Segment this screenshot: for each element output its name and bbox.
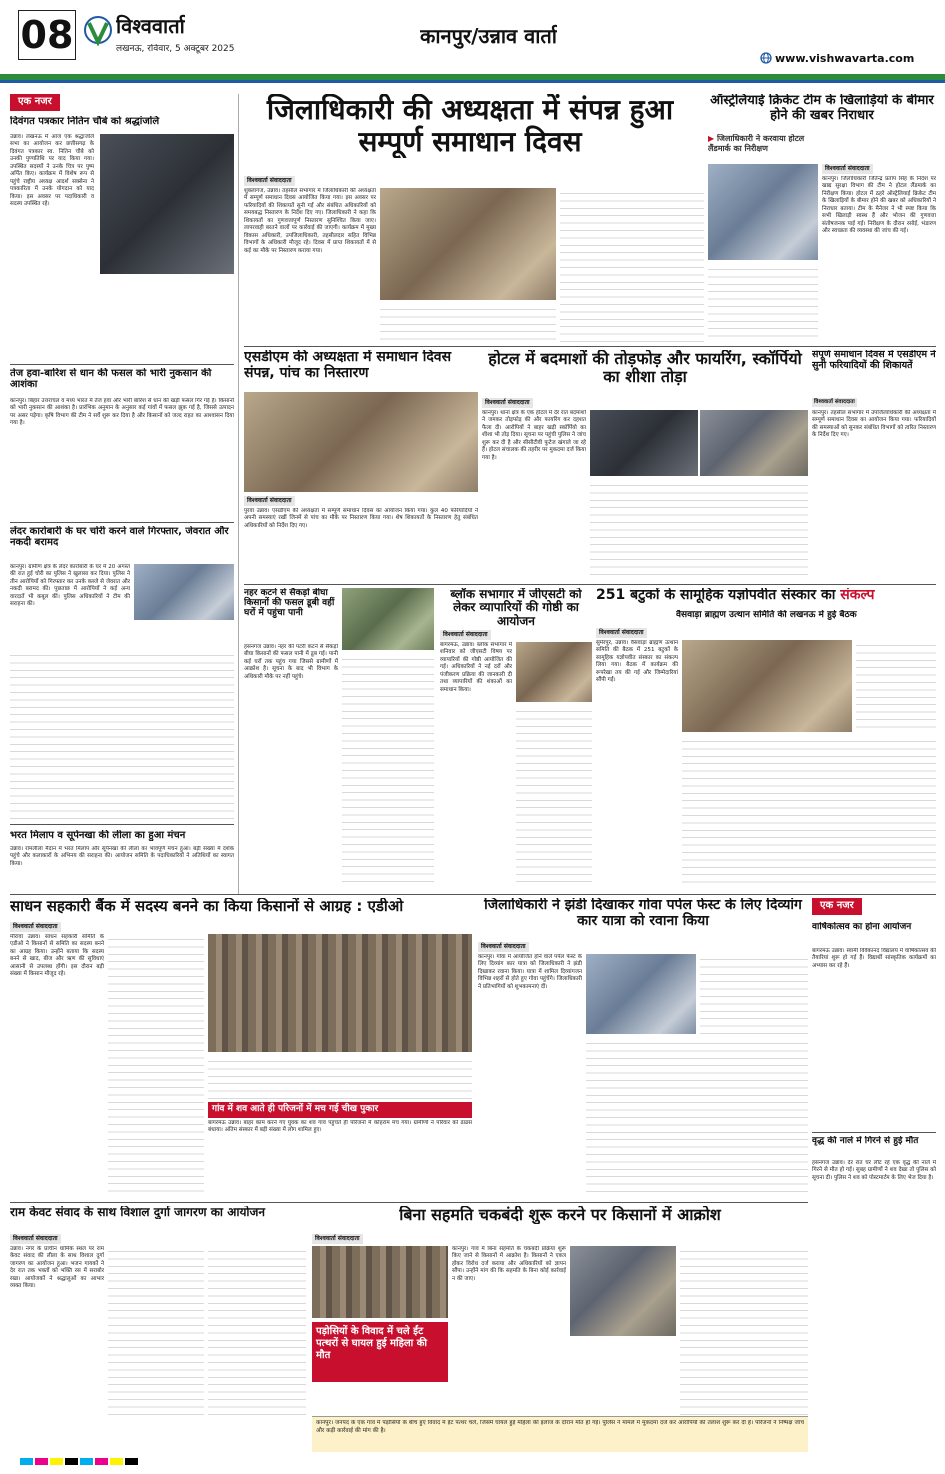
lead-headline: जिलाधिकारी की अध्यक्षता में संपन्न हुआ सम्पूर्ण समाधान दिवस: [266, 94, 674, 159]
yagyopavit-headline-text: 251 बटुकों के सामूहिक यज्ञोपवीत संस्कार का: [596, 588, 841, 603]
globe-icon: [760, 52, 772, 64]
yagyopavit-names: [856, 640, 936, 732]
divyang-text: कानपुर। गोवा में आयोजित होने वाले पर्पल फेस्ट के लिए दिव्यांग कार यात्रा को जिलाधिकारी ने झंडी दिखाकर रवाना किया। यात्रा में शामिल दिव्यांगजन विभिन्न शहरों से होते हुए गोवा पहुंचेंगे। जिलाधिकारी ने प्रतिभागियों को शुभकामनाएं दीं।: [478, 954, 582, 990]
bottom-strip: [312, 1416, 808, 1452]
yagyopavit-photo: [682, 640, 852, 732]
theft-text-cont: [10, 650, 234, 820]
bank-headline: साधन सहकारी बैंक में सदस्य बनने का किया किसानों से आग्रह : एडीओ: [10, 898, 404, 915]
brand-logo-icon: [84, 14, 112, 46]
sdm-byline: विश्ववार्ता संवाददाता: [244, 496, 295, 506]
hotel-byline: विश्ववार्ता संवाददाता: [482, 398, 533, 408]
lead-text-col3: [560, 188, 704, 344]
left-column: [10, 94, 234, 894]
varshikotsav-text: बांगरमऊ उन्नाव। स्वामी विवेकानंद विद्यालय में वार्षिकोत्सव की तैयारियां शुरू हो गई हैं। विद्यार्थी सांस्कृतिक कार्यक्रमों का अभ्यास कर रहे हैं।: [812, 948, 936, 969]
ek-nazar-tag: एक नजर: [10, 94, 60, 111]
lead-photo: [380, 188, 556, 300]
masthead: [0, 0, 945, 92]
samadhan-right-byline: विश्ववार्ता संवाददाता: [812, 398, 857, 407]
lead-story: [244, 94, 704, 344]
drown-text: हसनगंज उन्नाव। देर रात घर लौट रहे एक वृद्ध की नाले में गिरने से मौत हो गई। सुबह ग्रामीणों ने शव देखा तो पुलिस को सूचना दी। पुलिस ने शव को पोस्टमार्टम के लिए भेज दिया है।: [812, 1160, 936, 1181]
australia-text: कानपुर। जिलाधिकारी जितेन्द्र प्रताप सिंह के निर्देश पर खाद्य सुरक्षा विभाग की टीम ने होटल लैंडमार्क का निरीक्षण किया। होटल में ठहरे ऑस्ट्रेलियाई क्रिकेट टीम के खिलाड़ियों के बीमार होने की खबर को अधिकारियों ने निराधार बताया। टीम के मैनेजर ने भी स्पष्ट किया कि सभी खिलाड़ी स्वस्थ हैं और भोजन की गुणवत्ता संतोषजनक पाई गई। निरीक्षण के दौरान रसोई, भंडारण और स्वच्छता की व्यवस्था की जांच की गई।: [822, 176, 936, 235]
australia-byline: विश्ववार्ता संवाददाता: [822, 164, 873, 174]
hotel-photo-2: [700, 410, 808, 476]
bank-photo: [208, 934, 472, 1052]
theft-text: कानपुर। ग्रामीण क्षेत्र के लेदर कारोबारी के घर में 20 अगस्त की रात हुई चोरी का पुलिस ने खुलासा कर दिया। पुलिस ने तीन आरोपियों को गिरफ्तार कर उनके कब्जे से जेवरात और नकदी बरामद की। पूछताछ में आरोपियों ने कई अन्य वारदातें भी कबूल कीं। पुलिस अधिकारियों ने टीम की सराहना की।: [10, 564, 130, 608]
gst-photo: [516, 642, 592, 702]
tribute-headline: दिवंगत पत्रकार नितिन चौबे को श्रद्धांजलि: [10, 116, 160, 127]
triangle-bullet-icon: ▶: [708, 134, 717, 143]
ek-nazar-tag-2: एक नजर: [812, 898, 862, 915]
chakbandi-photo: [312, 1246, 448, 1318]
samadhan-right-text: कानपुर। तहसील सभागार में उपजिलाधिकारी की अध्यक्षता में सम्पूर्ण समाधान दिवस का आयोजन किया गया। फरियादियों की समस्याओं को सुनकर संबंधित विभागों को त्वरित निस्तारण के निर्देश दिए गए।: [812, 410, 936, 439]
crop-loss-headline: तेज हवा-बारिश से धान की फसल को भारी नुकसान की आशंका: [10, 368, 212, 391]
chakbandi-box: पड़ोसियों के विवाद में चले ईंट पत्थरों से घायल हुई महिला की मौत: [312, 1322, 448, 1382]
gst-story: [440, 588, 592, 888]
australia-photo: [708, 164, 818, 260]
page-number: 08: [20, 12, 74, 57]
sdm-story: [244, 350, 478, 580]
yagyopavit-text-cont: [682, 736, 936, 888]
gst-text-cont: [516, 706, 592, 888]
chakbandi-text-cont: [680, 1246, 808, 1416]
durga-text-col2: [108, 1246, 204, 1416]
samadhan-right-headline: संपूर्ण समाधान दिवस में एसडीएम ने सुनी फरियादियों की शिकायतें: [812, 350, 936, 371]
hotel-text: कानपुर। थाना क्षेत्र के एक होटल में देर रात बदमाशों ने जमकर तोड़फोड़ की और फायरिंग कर दहशत फैला दी। आरोपियों ने बाहर खड़ी स्कॉर्पियो का शीशा भी तोड़ दिया। सूचना पर पहुंची पुलिस ने जांच शुरू कर दी है और सीसीटीवी फुटेज खंगाले जा रहे हैं। होटल संचालक की तहरीर पर मुकदमा दर्ज किया गया है।: [482, 410, 586, 461]
flood-text-cont: [342, 654, 434, 888]
right-briefs: [812, 898, 936, 1298]
divyang-story: [478, 898, 808, 1198]
mourn-headline: गांव में शव आते ही परिजनों में मच गई चीख पुकार: [208, 1102, 472, 1118]
page-number-box: [18, 10, 76, 60]
australia-sub-text: जिलाधिकारी ने करवाया होटल लैंडमार्क का निरीक्षण: [708, 134, 805, 154]
hotel-text-cont: [590, 480, 808, 580]
yagyopavit-sub: वैसवाड़ा ब्राह्मण उत्थान समिति की लखनऊ में हुई बैठक: [676, 610, 857, 620]
chakbandi-text: कानपुर। गांव में बिना सहमति के चकबंदी प्रक्रिया शुरू किए जाने से किसानों में आक्रोश है। किसानों ने एकत्र होकर विरोध दर्ज कराया और अधिकारियों को ज्ञापन सौंपा। उन्होंने मांग की कि सहमति के बिना कोई कार्रवाई न की जाए।: [452, 1246, 566, 1282]
flood-photo: [342, 588, 434, 650]
website-link[interactable]: www.vishwavarta.com: [775, 52, 915, 65]
gst-text: बांगरमऊ, उन्नाव। ब्लॉक सभागार में शनिवार को जीएसटी विषय पर व्यापारियों की गोष्ठी आयोजित की गई। अधिकारियों ने नई दरों और पंजीकरण प्रक्रिया की जानकारी दी तथा व्यापारियों की शंकाओं का समाधान किया।: [440, 642, 512, 693]
gst-headline: ब्लॉक सभागार में जीएसटी को लेकर व्यापारियों की गोष्ठी का आयोजन: [450, 588, 582, 628]
sdm-headline: एसडीएम की अध्यक्षता में समाधान दिवस संपन्न, पांच का निस्तारण: [244, 350, 452, 381]
lead-byline: विश्ववार्ता संवाददाता: [244, 176, 295, 186]
yagyopavit-story: [596, 588, 936, 888]
lead-text-cont: [380, 304, 556, 344]
australia-sub: [708, 134, 818, 154]
yagyopavit-byline: विश्ववार्ता संवाददाता: [596, 628, 647, 638]
brand-name: विश्ववार्ता: [116, 14, 185, 38]
section-title: कानपुर/उन्नाव वार्ता: [420, 24, 557, 48]
dateline: लखनऊ, रविवार, 5 अक्टूबर 2025: [116, 44, 235, 54]
tribute-photo: [100, 134, 234, 274]
bank-byline: विश्ववार्ता संवाददाता: [10, 922, 61, 932]
samadhan-right-story: [812, 350, 936, 582]
hotel-story: [482, 350, 808, 580]
divyang-headline: जिलाधिकारी ने झंडी दिखाकर गोवा पर्पल फेस्ट के लिए दिव्यांग कार यात्रा को रवाना किया: [484, 898, 802, 929]
bank-text-col3: [208, 1056, 472, 1100]
australia-headline: ऑस्ट्रेलियाई क्रिकेट टीम के खिलाड़ियों के बीमार होने की खबर निराधार: [710, 94, 934, 123]
bank-text: मौरावां उन्नाव। साधन सहकारी समिति के एडीओ ने किसानों से समिति का सदस्य बनने का आग्रह किया। उन्होंने बताया कि सदस्य बनने से खाद, बीज और ऋण की सुविधाएं आसानी से उपलब्ध होंगी। इस दौरान बड़ी संख्या में किसान मौजूद रहे।: [10, 934, 104, 978]
sdm-text: पुरवा उन्नाव। एसडीएम की अध्यक्षता में सम्पूर्ण समाधान दिवस का आयोजन किया गया। कुल 40 फरियादियों ने अपनी समस्याएं रखीं जिनमें से पांच का मौके पर निस्तारण किया गया। शेष शिकायतों के निस्तारण हेतु संबंधित अधिकारियों को निर्देश दिए गए।: [244, 508, 478, 529]
theft-headline: लेंदर कारोबारी के घर चोरी करने वाले गिरफ्तार, जेवरात और नकदी बरामद: [10, 526, 229, 549]
sdm-photo: [244, 392, 478, 492]
flood-text: हसनगंज उन्नाव। नहर की पटरी कटने से सैकड़ों बीघा किसानों की फसल पानी में डूब गई। पानी कई घरों तक पहुंच गया जिससे ग्रामीणों में आक्रोश है। सूचना के बाद भी विभाग के अधिकारी मौके पर नहीं पहुंचे।: [244, 644, 338, 680]
chakbandi-story: [312, 1206, 808, 1416]
flood-col2: [342, 588, 434, 888]
australia-text-cont: [708, 264, 818, 342]
bank-text-col2: [108, 934, 204, 1198]
divyang-photo: [586, 954, 696, 1034]
bottom-strip-text: कानपुर। जनपद के एक गांव में पड़ोसियों के बीच हुए विवाद में ईंट पत्थर चले, जिसमें घायल हुई महिला की इलाज के दौरान मौत हो गई। पुलिस ने मामले में मुकदमा दर्ज कर आरोपियों की तलाश शुरू कर दी है। परिजनों ने निष्पक्ष जांच और कड़ी कार्रवाई की मांग की है।: [316, 1420, 804, 1434]
mourn-story: [208, 1102, 472, 1198]
theft-photo: [134, 564, 234, 620]
flood-story: [244, 588, 338, 888]
hotel-headline: होटल में बदमाशों की तोड़फोड़ और फायरिंग, स्कॉर्पियो का शीशा तोड़ा: [488, 350, 802, 386]
durga-text-col3: [208, 1246, 306, 1416]
drown-headline: वृद्ध की नाले में गिरने से हुई मौत: [812, 1136, 919, 1146]
tribute-text: उन्नाव। लखनऊ में आज एक श्रद्धांजलि सभा का आयोजन कर छत्तीसगढ़ के दिवंगत पत्रकार स्व. नितिन चौबे को उनकी पुण्यतिथि पर याद किया गया। उपस्थित सदस्यों ने उनके चित्र पर पुष्प अर्पित किए। कार्यक्रम में विशेष रूप से पहुंचे राष्ट्रीय अध्यक्ष आदर्श सक्सेना ने पत्रकारिता में उनके योगदान को याद किया। इस अवसर पर पदाधिकारी व सदस्य उपस्थित रहे।: [10, 134, 94, 207]
hotel-photo-1: [590, 410, 698, 476]
divyang-text-col3: [700, 954, 808, 1034]
ramlila-headline: भरत मिलाप व सूर्पनखा की लीला का हुआ मंचन: [10, 830, 186, 841]
durga-headline: राम केवट संवाद के साथ विशाल दुर्गा जागरण का आयोजन: [10, 1206, 266, 1219]
divyang-byline: विश्ववार्ता संवाददाता: [478, 942, 529, 952]
ramlila-text: उन्नाव। रामलीला मैदान में भरत मिलाप और सूर्पनखा की लीला का भावपूर्ण मंचन हुआ। बड़ी संख्या में दर्शक पहुंचे और कलाकारों के अभिनय की सराहना की। आयोजन समिति के पदाधिकारियों ने अतिथियों का स्वागत किया।: [10, 846, 234, 867]
crop-loss-text: कानपुर। बिहार उत्तरांचल व मध्य भारत में तेज हवा और भारी बारिश से धान की खड़ी फसल गिर गई है। किसानों को भारी नुकसान की आशंका है। प्रारंभिक अनुमान के अनुसार कई गांवों में फसल झुक गई है, जिससे उत्पादन पर असर पड़ेगा। कृषि विभाग की टीम ने सर्वे शुरू कर दिया है और किसानों को जल्द राहत का आश्वासन दिया गया है।: [10, 398, 234, 427]
yagyopavit-headline-highlight: संकल्प: [840, 588, 875, 603]
color-registration-strip: [0, 1458, 945, 1470]
durga-story: [10, 1206, 306, 1416]
chakbandi-byline: विश्ववार्ता संवाददाता: [312, 1234, 363, 1244]
yagyopavit-headline: [596, 588, 936, 604]
chakbandi-headline: बिना सहमति चकबंदी शुरू करने पर किसानों में आक्रोश: [399, 1206, 721, 1224]
australia-story: [708, 94, 936, 344]
varshikotsav-headline: वार्षिकोत्सव का होना आयोजन: [812, 922, 912, 932]
durga-text: उन्नाव। नगर के प्राचीन धार्मिक स्थल पर राम केवट संवाद की लीला के साथ विशाल दुर्गा जागरण का आयोजन हुआ। भजन गायकों ने देर रात तक भक्तों को भक्ति रस में सराबोर रखा। आयोजकों ने श्रद्धालुओं का आभार व्यक्त किया।: [10, 1246, 104, 1290]
gst-byline: विश्ववार्ता संवाददाता: [440, 630, 491, 640]
durga-byline: विश्ववार्ता संवाददाता: [10, 1234, 61, 1244]
lead-text: शुक्लागंज, उन्नाव। तहसील सभागार में जिलाधिकारी की अध्यक्षता में सम्पूर्ण समाधान दिवस आयोजित किया गया। इस अवसर पर फरियादियों की शिकायतें सुनी गईं और संबंधित अधिकारियों को समयबद्ध निस्तारण के निर्देश दिए गए। जिलाधिकारी ने कहा कि शिकायतों का गुणवत्तापूर्ण निस्तारण सुनिश्चित किया जाए। लापरवाही बरतने वालों पर कार्रवाई की जाएगी। कार्यक्रम में मुख्य विकास अधिकारी, उपजिलाधिकारी, तहसीलदार सहित विभिन्न विभागों के अधिकारी मौजूद रहे। दिवस में प्राप्त शिकायतों में से कई का मौके पर निस्तारण कराया गया।: [244, 188, 376, 254]
mourn-text: बांगरमऊ उन्नाव। बाहर काम करने गए युवक का शव गांव पहुंचते ही परिजनों में कोहराम मच गया। ग्रामीणों ने परिवार को ढांढस बंधाया। अंतिम संस्कार में बड़ी संख्या में लोग शामिल हुए।: [208, 1120, 472, 1134]
chakbandi-photo-2: [570, 1246, 676, 1336]
flood-headline: नहर कटने से सैकड़ों बीघा किसानों की फसल डूबी वहीं घरों में पहुंचा पानी: [244, 588, 335, 619]
yagyopavit-text: सुमेरपुर, उन्नाव। वैसवाड़ा ब्राह्मण उत्थान समिति की बैठक में 251 बटुकों के सामूहिक यज्ञोपवीत संस्कार का संकल्प लिया गया। बैठक में कार्यक्रम की रूपरेखा तय की गई और जिम्मेदारियां सौंपी गईं।: [596, 640, 678, 684]
divyang-text-cont: [586, 1038, 808, 1198]
